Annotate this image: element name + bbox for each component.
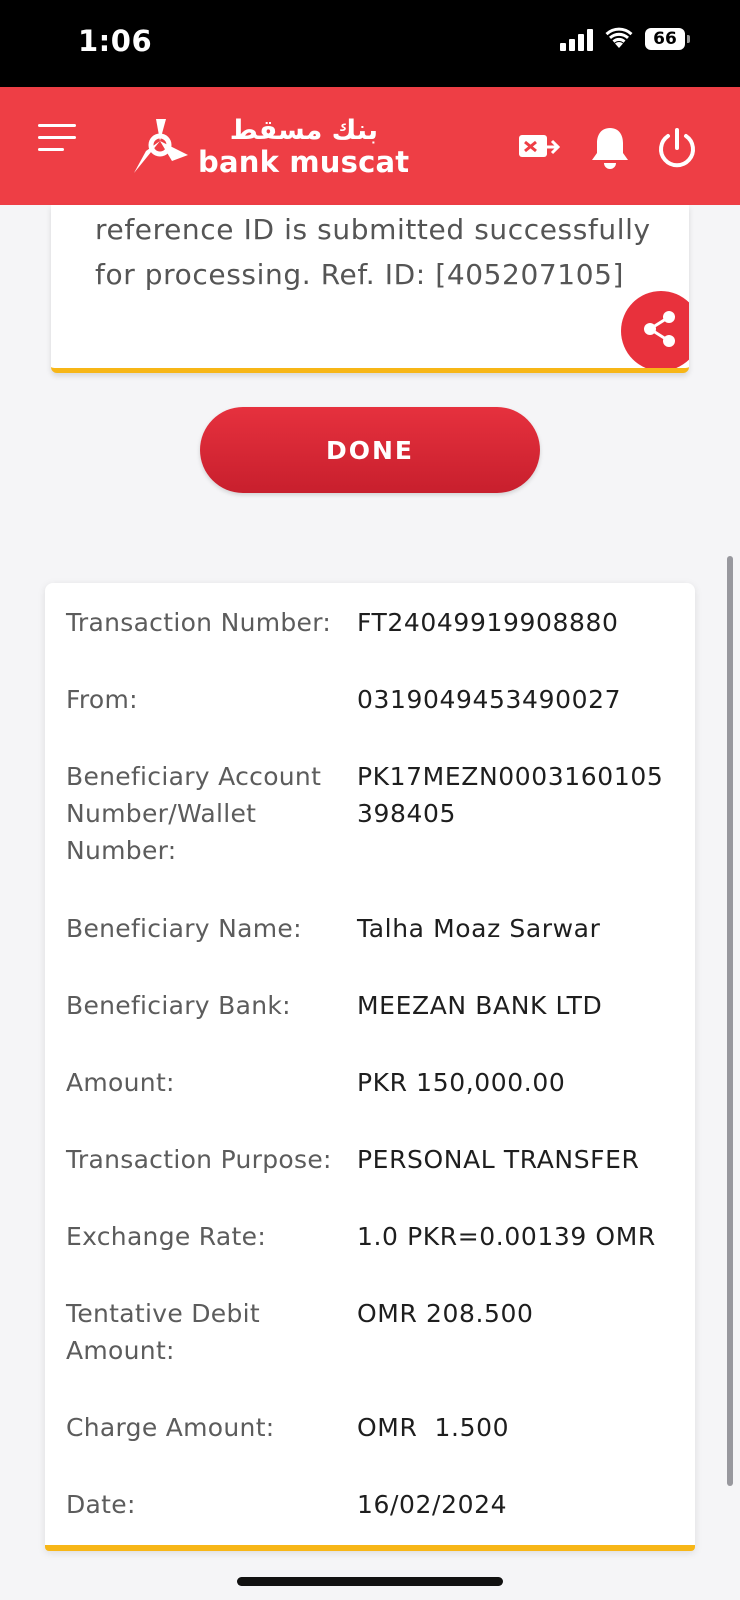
logo-arabic-text: بنك مسقط [229, 115, 378, 146]
amount-value: PKR 150,000.00 [357, 1068, 566, 1097]
tentative-debit-label: Tentative Debit Amount: [66, 1299, 260, 1365]
tentative-debit-value: OMR 208.500 [357, 1299, 534, 1328]
notification-bell-icon[interactable] [590, 125, 630, 171]
date-label: Date: [66, 1490, 136, 1519]
success-message-card [51, 205, 689, 373]
wifi-icon [604, 26, 634, 50]
transaction-number-label: Transaction Number: [66, 608, 332, 637]
from-value: 0319049453490027 [357, 685, 622, 714]
hamburger-menu-icon[interactable] [38, 124, 76, 152]
amount-label: Amount: [66, 1068, 175, 1097]
beneficiary-account-label: Beneficiary Account Number/Wallet Number: [66, 762, 322, 865]
status-bar [0, 0, 740, 87]
beneficiary-bank-label: Beneficiary Bank: [66, 991, 291, 1020]
beneficiary-account-value: PK17MEZN0003160105398405 [357, 762, 664, 828]
card-transfer-icon[interactable] [518, 134, 560, 160]
beneficiary-bank-value: MEEZAN BANK LTD [357, 991, 603, 1020]
bank-muscat-logo [130, 115, 410, 179]
logo-text: bank muscat [198, 145, 410, 179]
beneficiary-name-label: Beneficiary Name: [66, 914, 302, 943]
app-header [0, 87, 740, 205]
share-button[interactable] [621, 291, 689, 371]
logo-mark-icon [130, 115, 192, 177]
status-time: 1:06 [78, 24, 153, 58]
transaction-purpose-value: PERSONAL TRANSFER [357, 1145, 640, 1174]
charge-amount-value: OMR 1.500 [357, 1413, 510, 1442]
date-value: 16/02/2024 [357, 1490, 508, 1519]
transaction-number-value: FT24049919908880 [357, 608, 619, 637]
charge-amount-label: Charge Amount: [66, 1413, 275, 1442]
home-indicator[interactable] [237, 1577, 503, 1586]
from-label: From: [66, 685, 138, 714]
exchange-rate-value: 1.0 PKR=0.00139 OMR [357, 1222, 656, 1251]
power-logout-icon[interactable] [656, 127, 698, 169]
transaction-details-card [45, 583, 695, 1551]
transaction-purpose-label: Transaction Purpose: [66, 1145, 332, 1174]
battery-icon: 66 [645, 28, 685, 50]
scrollbar[interactable] [727, 556, 733, 1486]
share-icon [641, 309, 679, 349]
beneficiary-name-value: Talha Moaz Sarwar [357, 914, 601, 943]
exchange-rate-label: Exchange Rate: [66, 1222, 267, 1251]
success-message-text: reference ID is submitted successfully for processing. Ref. ID: [405207105] [95, 213, 651, 291]
done-button[interactable]: DONE [200, 407, 540, 493]
